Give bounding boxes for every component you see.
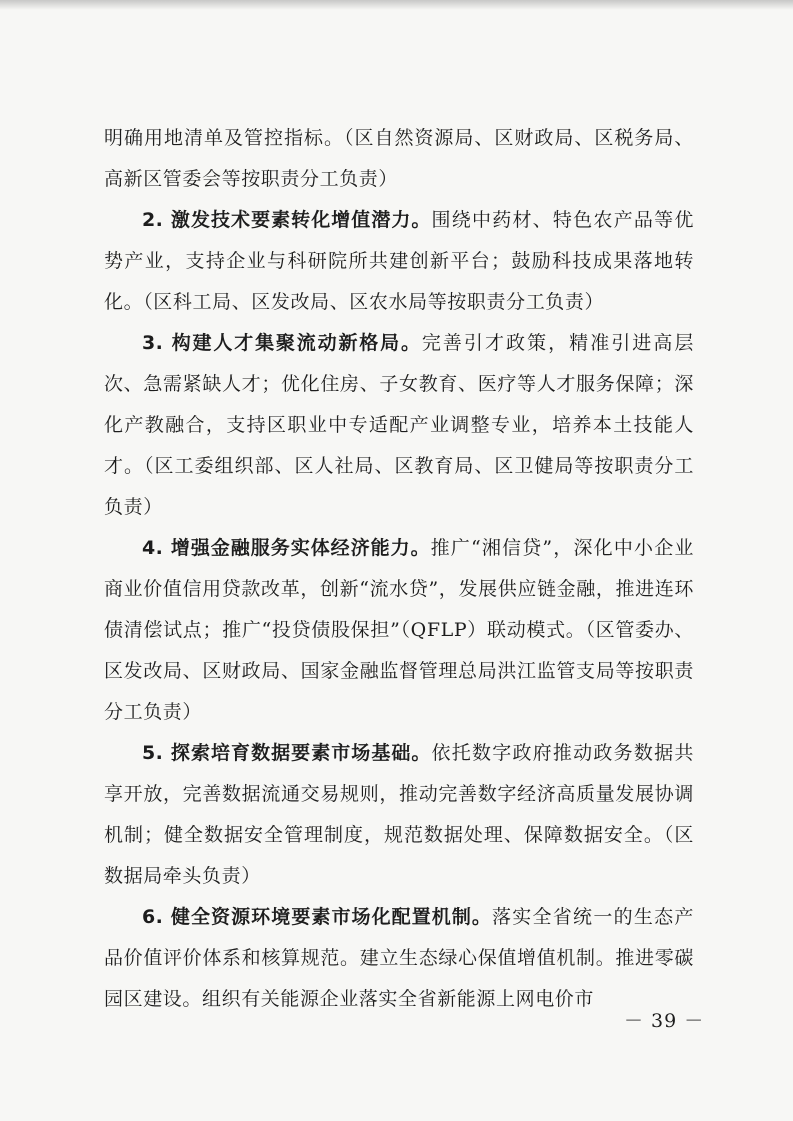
paragraph-text: 落实全省统一的生态产品价值评价体系和核算规范。建立生态绿心保值增值机制。推进零碳园区建设。组织有关能源企业落实全省新能源上网电价市: [104, 906, 694, 1010]
scan-top-edge: [0, 0, 793, 10]
paragraph-text: 完善引才政策，精准引进高层次、急需紧缺人才；优化住房、子女教育、医疗等人才服务保障；深化产教融合，支持区职业中专适配产业调整专业，培养本土技能人才。（区工委组织部、区人社局、区教育局、区卫健局等按职责分工负责）: [104, 332, 694, 518]
paragraph-text: 依托数字政府推动政务数据共享开放，完善数据流通交易规则，推动完善数字经济高质量发展协调机制；健全数据安全管理制度，规范数据处理、保障数据安全。（区数据局牵头负责）: [104, 742, 694, 887]
paragraph-data-market: [104, 733, 694, 897]
paragraph-talent: [104, 323, 694, 528]
paragraph-text: 明确用地清单及管控指标。（区自然资源局、区财政局、区税务局、高新区管委会等按职责分工负责）: [104, 127, 694, 190]
paragraph-heading: 6. 健全资源环境要素市场化配置机制。: [142, 906, 492, 928]
paragraph-text: 推广“湘信贷”，深化中小企业商业价值信用贷款改革，创新“流水贷”，发展供应链金融，推进连环债清偿试点；推广“投贷债股保担”（QFLP）联动模式。（区管委办、区发改局、区财政局、国家金融监督管理总局洪江监管支局等按职责分工负责）: [104, 537, 694, 723]
paragraph-heading: 4. 增强金融服务实体经济能力。: [142, 537, 431, 559]
document-body: [104, 118, 694, 1020]
paragraph-technology-factor: [104, 200, 694, 323]
paragraph-finance: [104, 528, 694, 733]
paragraph-continuation: [104, 118, 694, 200]
paragraph-resource-environment: [104, 897, 694, 1020]
paragraph-text: 围绕中药材、特色农产品等优势产业，支持企业与科研院所共建创新平台；鼓励科技成果落地转化。（区科工局、区发改局、区农水局等按职责分工负责）: [104, 209, 694, 313]
paragraph-heading: 5. 探索培育数据要素市场基础。: [142, 742, 432, 764]
paragraph-heading: 2. 激发技术要素转化增值潜力。: [142, 209, 432, 231]
page-number: － 39 －: [624, 1010, 705, 1032]
paragraph-heading: 3. 构建人才集聚流动新格局。: [142, 332, 422, 354]
